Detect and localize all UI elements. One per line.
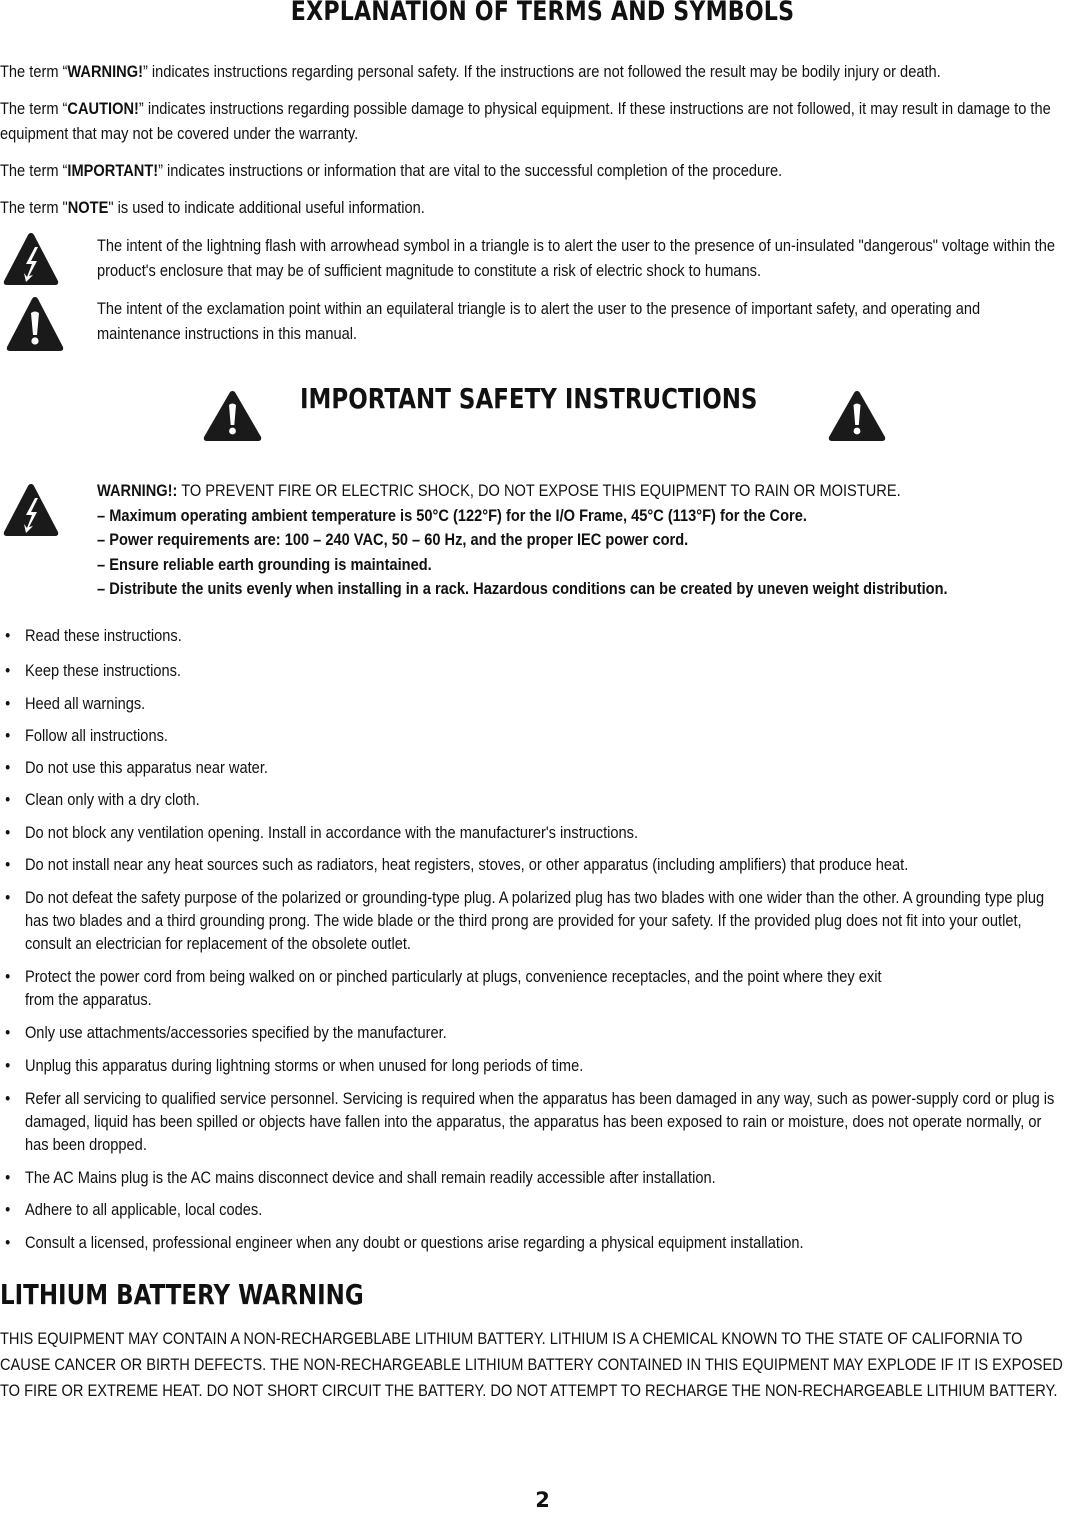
warning-headline (97, 479, 1069, 504)
exclamation-warning-icon (202, 390, 263, 442)
warning-line-rack: – Distribute the units evenly when installing in a rack. Hazardous conditions can be created by uneven weight distribution. (97, 579, 948, 598)
term-definition: ” indicates instructions or information that are vital to the successful completion of the procedure. (158, 161, 783, 180)
lightning-warning-icon (2, 231, 60, 287)
term-caution (0, 96, 1069, 146)
list-item: • The AC Mains plug is the AC mains disconnect device and shall remain readily accessible after installation. (0, 1166, 1068, 1189)
lightning-warning-icon (2, 482, 60, 538)
term-label: WARNING! (67, 62, 143, 81)
term-prefix: The term " (0, 198, 68, 217)
electric-shock-warning (97, 479, 1069, 602)
list-item: • Only use attachments/accessories specified by the manufacturer. (0, 1021, 1068, 1044)
list-item: • Keep these instructions. (0, 659, 1068, 682)
term-definition: " is used to indicate additional useful information. (108, 198, 425, 217)
list-item: • Do not defeat the safety purpose of the polarized or grounding-type plug. A polarized plug has two blades with one wider than the other. A grounding type plug has two blades and a third grounding prong. The wide blade or the third prong are provided for your safety. If the provided plug does not fit into your outlet, consult an electrician for replacement of the obsolete outlet. (0, 886, 1068, 955)
list-item: • Follow all instructions. (0, 724, 1068, 747)
lightning-symbol-description: The intent of the lightning flash with arrowhead symbol in a triangle is to alert the user to the presence of un-insulated "dangerous" voltage within the product's enclosure that may be of sufficient magnitude to constitute a risk of electric shock to humans. (97, 236, 1055, 280)
list-item: • Read these instructions. (0, 624, 1068, 647)
term-important (0, 158, 1066, 183)
warning-line-temperature: – Maximum operating ambient temperature is 50°C (122°F) for the I/O Frame, 45°C (113°F) for the Core. (97, 505, 807, 525)
list-item: • Clean only with a dry cloth. (0, 788, 1068, 811)
warning-text: TO PREVENT FIRE OR ELECTRIC SHOCK, DO NOT EXPOSE THIS EQUIPMENT TO RAIN OR MOISTURE. (177, 481, 901, 500)
list-item: • Protect the power cord from being walked on or pinched particularly at plugs, convenience receptacles, and the point where they exit from the apparatus. (0, 965, 1068, 1011)
term-prefix: The term “ (0, 99, 68, 118)
safety-instructions-title: IMPORTANT SAFETY INSTRUCTIONS (300, 382, 758, 415)
exclamation-warning-icon (5, 295, 65, 353)
lithium-warning-title: LITHIUM BATTERY WARNING (0, 1278, 364, 1311)
term-note (0, 195, 1066, 220)
list-item: • Do not use this apparatus near water. (0, 756, 1068, 779)
term-label: NOTE (67, 198, 109, 217)
term-label: IMPORTANT! (67, 161, 159, 180)
lithium-warning-text: THIS EQUIPMENT MAY CONTAIN A NON-RECHARGEBLABE LITHIUM BATTERY. LITHIUM IS A CHEMICAL KNOWN TO THE STATE OF CALIFORNIA TO CAUSE CANCER OR BIRTH DEFECTS. THE NON-RECHARGEABLE LITHIUM BATTERY CONTAINED IN THIS EQUIPMENT MAY EXPLODE IF IT IS EXPOSED TO FIRE OR EXTREME HEAT. DO NOT SHORT CIRCUIT THE BATTERY. DO NOT ATTEMPT TO RECHARGE THE NON-RECHARGEABLE LITHIUM BATTERY. (0, 1329, 1063, 1400)
safety-instructions-list (0, 624, 1068, 1254)
list-item: • Do not block any ventilation opening. Install in accordance with the manufacturer's instructions. (0, 821, 1068, 844)
exclamation-warning-icon (827, 390, 887, 442)
list-item: • Unplug this apparatus during lightning storms or when unused for long periods of time. (0, 1054, 1068, 1077)
warning-line-grounding: – Ensure reliable earth grounding is maintained. (97, 554, 432, 574)
list-item: • Heed all warnings. (0, 692, 1068, 715)
page-title: EXPLANATION OF TERMS AND SYMBOLS (290, 0, 795, 27)
exclamation-symbol-description: The intent of the exclamation point within an equilateral triangle is to alert the user to the presence of important safety, and operating and maintenance instructions in this manual. (97, 299, 981, 343)
warning-label: WARNING!: (97, 481, 178, 500)
term-prefix: The term “ (0, 161, 68, 180)
term-definition: ” indicates instructions regarding possible damage to physical equipment. If these instructions are not followed, it may result in damage to the equipment that may not be covered under the warranty. (0, 99, 1051, 143)
list-item: • Adhere to all applicable, local codes. (0, 1198, 1068, 1221)
term-definition: ” indicates instructions regarding personal safety. If the instructions are not followed the result may be bodily injury or death. (142, 62, 941, 81)
term-prefix: The term “ (0, 62, 68, 81)
term-warning (0, 59, 1066, 84)
list-item: • Consult a licensed, professional engineer when any doubt or questions arise regarding a physical equipment installation. (0, 1231, 1068, 1254)
list-item: • Refer all servicing to qualified service personnel. Servicing is required when the apparatus has been damaged in any way, such as power-supply cord or plug is damaged, liquid has been spilled or objects have fallen into the apparatus, the apparatus has been exposed to rain or moisture, does not operate normally, or has been dropped. (0, 1087, 1068, 1156)
warning-line-power: – Power requirements are: 100 – 240 VAC, 50 – 60 Hz, and the proper IEC power cord. (97, 530, 689, 549)
page-number: 2 (535, 1488, 550, 1512)
term-label: CAUTION! (67, 99, 139, 118)
list-item: • Do not install near any heat sources such as radiators, heat registers, stoves, or other apparatus (including amplifiers) that produce heat. (0, 853, 1068, 876)
